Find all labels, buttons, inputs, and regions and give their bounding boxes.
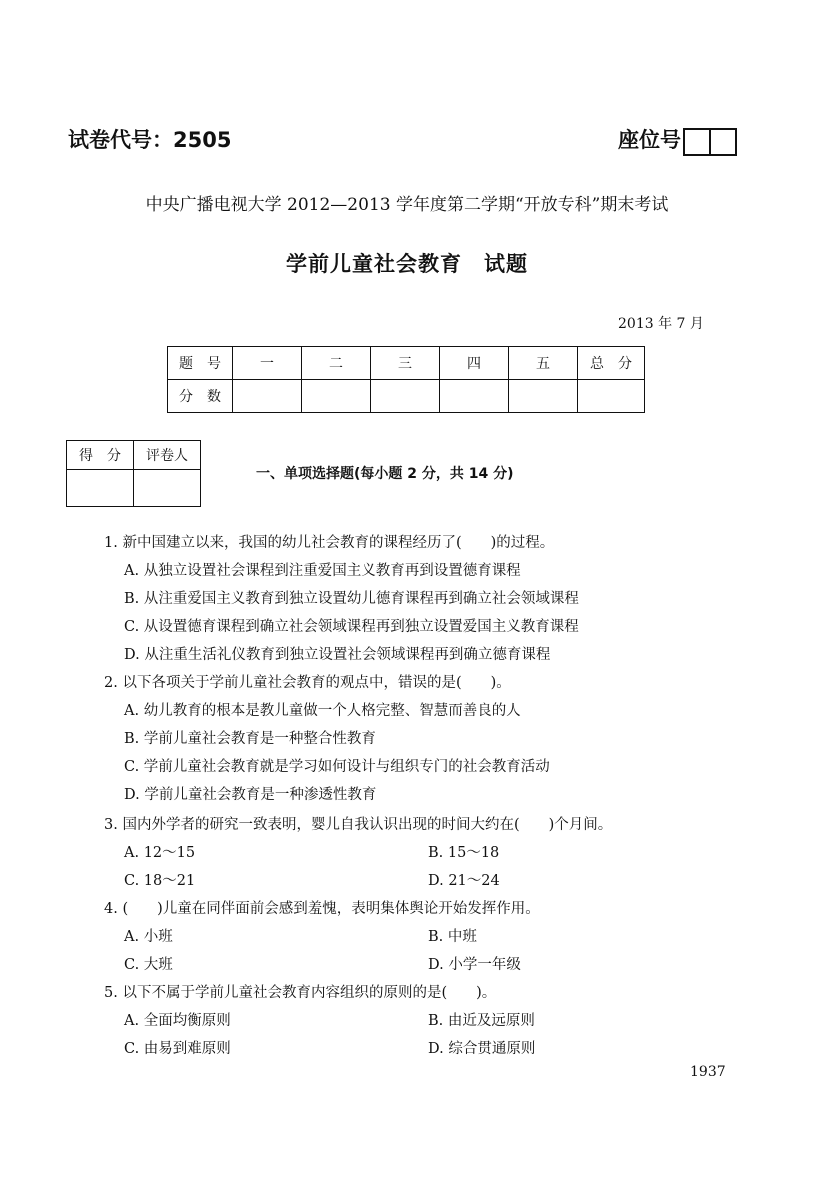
grader-name-cell [134,470,201,507]
question-option: B. 学前儿童社会教育是一种整合性教育 [124,731,376,747]
question-stem: 3. 国内外学者的研究一致表明，婴儿自我认识出现的时间大约在( )个月间。 [104,817,613,833]
seat-label: 座位号 [618,128,681,152]
score-header-cell: 二 [302,347,371,380]
page-number: 1937 [690,1064,726,1080]
score-header-cell: 五 [509,347,578,380]
seat-box [711,128,737,156]
question-option: A. 小班 [124,929,173,945]
section-title: 一、单项选择题(每小题 2 分，共 14 分) [256,466,514,482]
question-option: D. 学前儿童社会教育是一种渗透性教育 [124,787,377,803]
score-cell [578,380,645,413]
question-option: C. 由易到难原则 [124,1041,231,1057]
question-option: C. 学前儿童社会教育就是学习如何设计与组织专门的社会教育活动 [124,759,550,775]
question-option: C. 从设置德育课程到确立社会领域课程再到独立设置爱国主义教育课程 [124,619,579,635]
exam-title: 中央广播电视大学 2012—2013 学年度第二学期“开放专科”期末考试 [145,195,669,215]
question-stem: 4. ( )儿童在同伴面前会感到羞愧，表明集体舆论开始发挥作用。 [104,901,540,917]
question-option: A. 幼儿教育的根本是教儿童做一个人格完整、智慧而善良的人 [124,703,521,719]
score-cell [302,380,371,413]
seat-number [618,124,737,156]
question-stem: 2. 以下各项关于学前儿童社会教育的观点中，错误的是( )。 [104,675,511,691]
seat-box [683,128,711,156]
question-option: C. 大班 [124,957,173,973]
score-cell [509,380,578,413]
score-cell [440,380,509,413]
question-stem: 1. 新中国建立以来，我国的幼儿社会教育的课程经历了( )的过程。 [104,535,555,551]
score-table [167,346,645,413]
score-header-cell: 一 [233,347,302,380]
question-option: D. 小学一年级 [428,957,521,973]
exam-date: 2013 年 7 月 [618,316,704,332]
question-option: B. 中班 [428,929,477,945]
score-header-cell: 总 分 [578,347,645,380]
exam-code: 试卷代号：2505 [68,128,232,152]
question-option: C. 18～21 [124,873,196,889]
question-option: B. 由近及远原则 [428,1013,535,1029]
grader-score-label: 得 分 [67,441,134,470]
seat-boxes [683,128,737,156]
question-option: A. 全面均衡原则 [124,1013,231,1029]
grader-name-label: 评卷人 [134,441,201,470]
score-header-cell: 三 [371,347,440,380]
score-table-header-row [168,347,645,380]
score-cell [233,380,302,413]
score-header-cell: 题 号 [168,347,233,380]
question-option: B. 15～18 [428,845,500,861]
question-stem: 5. 以下不属于学前儿童社会教育内容组织的原则的是( )。 [104,985,497,1001]
question-option: D. 从注重生活礼仪教育到独立设置社会领域课程再到确立德育课程 [124,647,551,663]
score-header-cell: 四 [440,347,509,380]
question-option: B. 从注重爱国主义教育到独立设置幼儿德育课程再到确立社会领域课程 [124,591,579,607]
subject-title: 学前儿童社会教育 试题 [286,252,528,276]
score-cell [371,380,440,413]
score-row-label: 分 数 [168,380,233,413]
question-option: D. 21～24 [428,873,500,889]
grader-table [66,440,201,507]
question-option: A. 从独立设置社会课程到注重爱国主义教育再到设置德育课程 [124,563,521,579]
question-option: A. 12～15 [124,845,196,861]
grader-score-cell [67,470,134,507]
question-option: D. 综合贯通原则 [428,1041,536,1057]
score-table-score-row [168,380,645,413]
